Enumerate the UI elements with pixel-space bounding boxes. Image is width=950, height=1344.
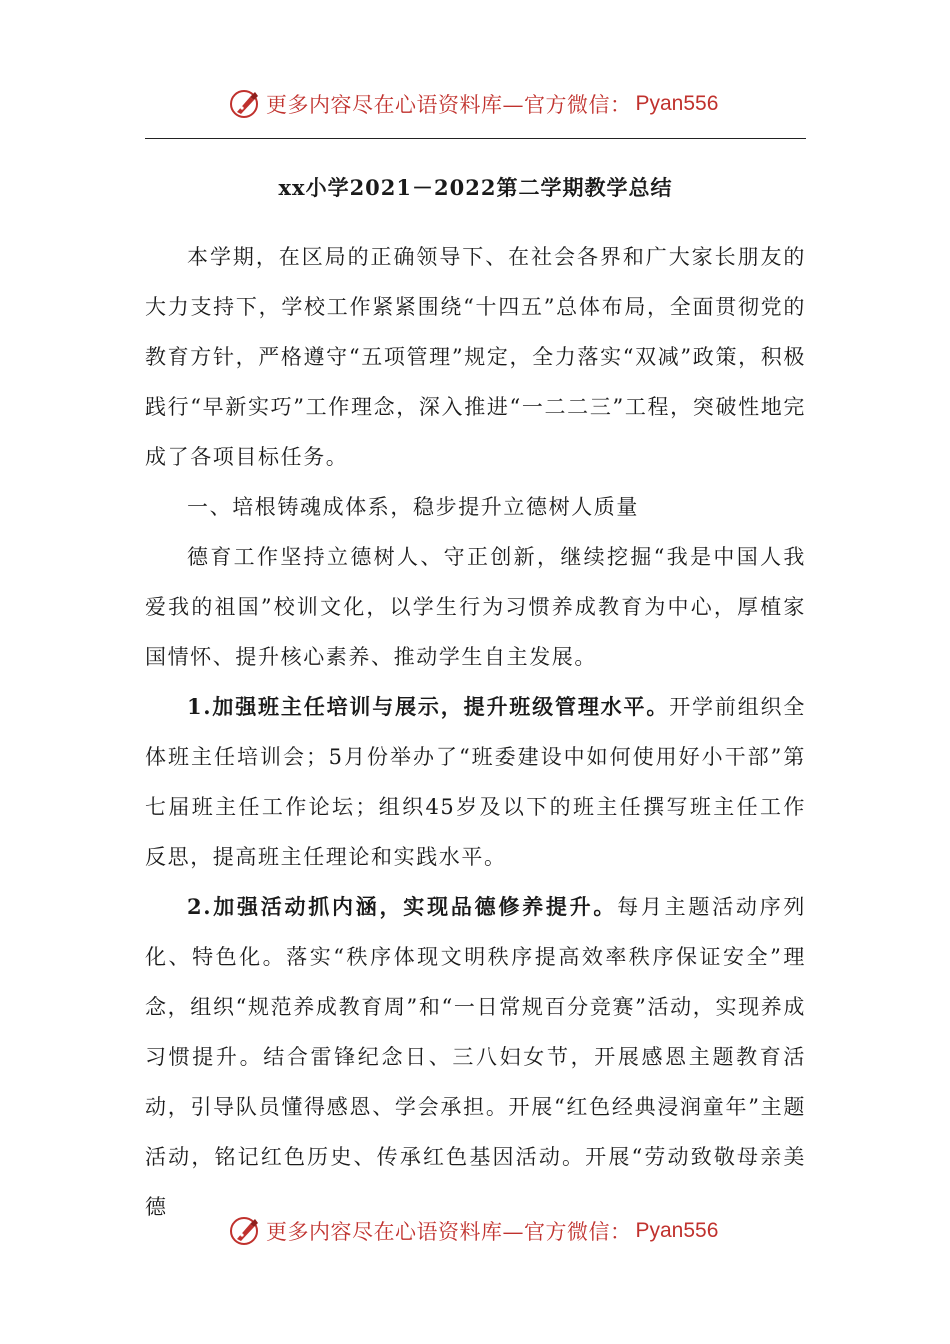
item-heading-2: 2.加强活动抓内涵，实现品德修养提升。 <box>187 894 618 919</box>
watermark-text: 更多内容尽在心语资料库—官方微信： <box>266 1220 632 1244</box>
footer-watermark <box>228 1211 718 1251</box>
header-watermark <box>228 84 718 124</box>
pen-nib-logo-icon <box>228 87 262 121</box>
watermark-text: 更多内容尽在心语资料库—官方微信： <box>266 93 632 117</box>
document-title: xx小学2021－2022第二学期教学总结 <box>278 175 673 200</box>
item-heading-1: 1.加强班主任培训与展示，提升班级管理水平。 <box>187 694 670 719</box>
watermark-wechat-id: Pyan556 <box>635 92 719 115</box>
item-text-1: 开学前组织全体班主任培训会；5月份举办了“班委建设中如何使用好小干部”第七届班主任工作论坛；组织45岁及以下的班主任撰写班主任工作反思，提高班主任理论和实践水平。 <box>145 695 806 869</box>
document-body <box>145 232 806 1232</box>
pen-nib-logo-icon <box>228 1214 262 1248</box>
intro-paragraph: 本学期，在区局的正确领导下、在社会各界和广大家长朋友的大力支持下，学校工作紧紧围绕“十四五”总体布局，全面贯彻党的教育方针，严格遵守“五项管理”规定，全力落实“双减”政策，积极践行“早新实巧”工作理念，深入推进“一二二三”工程，突破性地完成了各项目标任务。 <box>145 245 806 469</box>
section-heading: 一、培根铸魂成体系，稳步提升立德树人质量 <box>187 495 639 519</box>
item-text-2: 每月主题活动序列化、特色化。落实“秩序体现文明秩序提高效率秩序保证安全”理念，组织“规范养成教育周”和“一日常规百分竞赛”活动，实现养成习惯提升。结合雷锋纪念日、三八妇女节，开展感恩主题教育活动，引导队员懂得感恩、学会承担。开展“红色经典浸润童年”主题活动，铭记红色历史、传承红色基因活动。开展“劳动致敬母亲美德 <box>145 895 806 1219</box>
item-paragraph-2 <box>145 882 806 1232</box>
watermark-wechat-id: Pyan556 <box>635 1219 719 1242</box>
section-intro-paragraph: 德育工作坚持立德树人、守正创新，继续挖掘“我是中国人我爱我的祖国”校训文化，以学生行为习惯养成教育为中心，厚植家国情怀、提升核心素养、推动学生自主发展。 <box>145 545 806 669</box>
header-divider <box>145 138 806 139</box>
item-paragraph-1 <box>145 682 806 882</box>
